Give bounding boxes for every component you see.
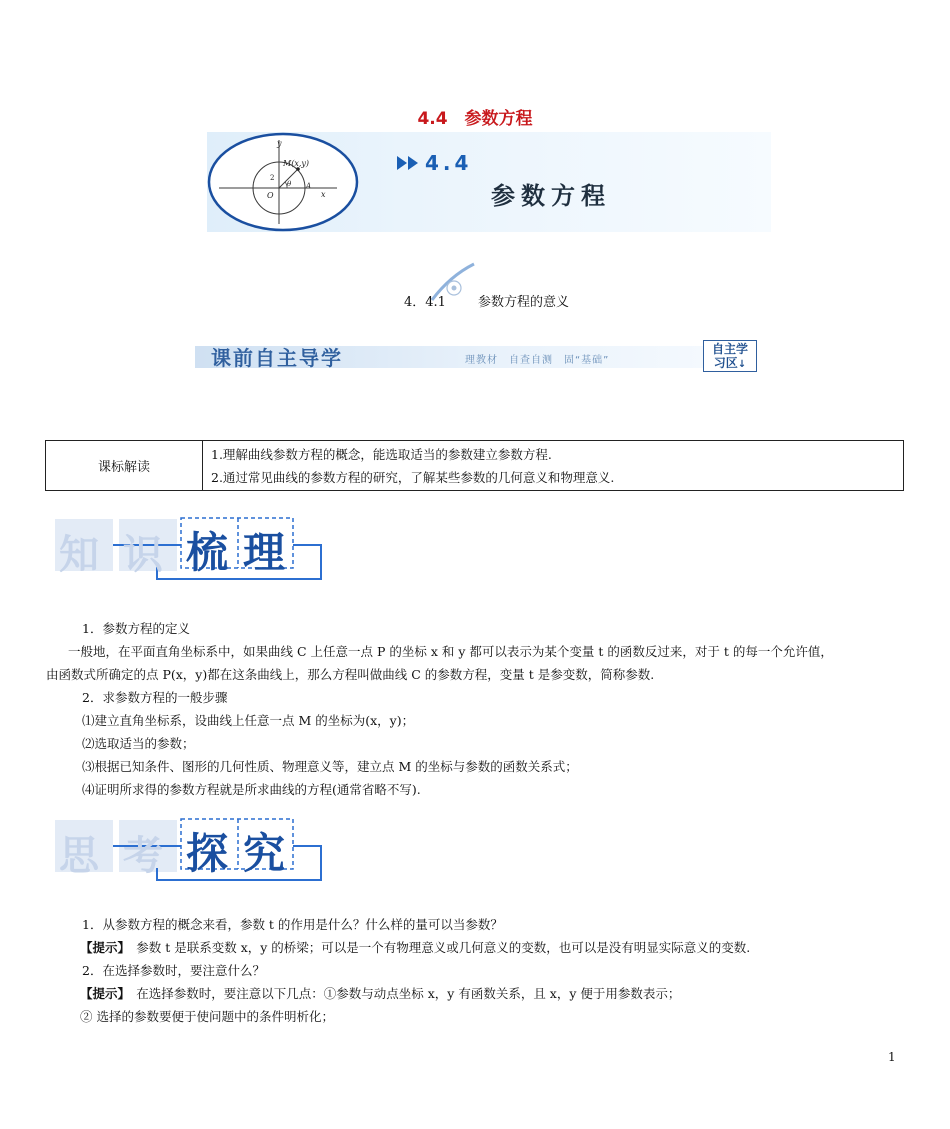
banner-heading: 参数方程 bbox=[491, 182, 611, 210]
arrow-down-icon: ↓ bbox=[737, 359, 747, 370]
head-char: 知 bbox=[59, 531, 99, 578]
hint-label: 【提示】 bbox=[80, 986, 124, 1001]
study-bar bbox=[195, 340, 760, 374]
head-char: 考 bbox=[123, 832, 163, 879]
step-item: ⑶根据已知条件、图形的几何性质、物理意义等，建立点 M 的坐标与参数的函数关系式； bbox=[82, 759, 578, 774]
step-item: ⑵选取适当的参数； bbox=[82, 736, 195, 751]
head-char: 梳 bbox=[186, 528, 229, 577]
chapter-banner bbox=[207, 132, 771, 232]
step-item: ⑷证明所求得的参数方程就是所求曲线的方程(通常省略不写). bbox=[82, 782, 421, 797]
standards-item: 2.通过常见曲线的参数方程的研究，了解某些参数的几何意义和物理意义. bbox=[211, 470, 615, 485]
standards-items bbox=[203, 441, 903, 490]
head-char: 理 bbox=[243, 528, 286, 577]
badge-line-2: 习区↓ bbox=[713, 356, 747, 370]
hint-label: 【提示】 bbox=[80, 940, 124, 955]
two-label: 2 bbox=[270, 174, 275, 182]
subsection-title: 参数方程的意义 bbox=[478, 295, 570, 310]
subsection-number: 4．4.1 bbox=[404, 295, 446, 310]
study-bar-motto: 理教材 自查自测 固“基础” bbox=[465, 355, 610, 366]
page-number: 1 bbox=[888, 1050, 896, 1064]
section-header-knowledge bbox=[53, 517, 328, 579]
head-char: 识 bbox=[123, 531, 163, 578]
answer-continued: ② 选择的参数要便于使问题中的条件明析化； bbox=[80, 1009, 334, 1024]
definition-line: 由函数式所确定的点 P(x，y)都在这条曲线上，那么方程叫做曲线 C 的参数方程，变量 t 是参变数，简称参数. bbox=[46, 667, 655, 682]
standards-table bbox=[45, 440, 904, 491]
study-badge bbox=[703, 340, 757, 372]
answer bbox=[60, 936, 910, 959]
section-header-thinking bbox=[53, 818, 328, 880]
step-item: ⑴建立直角坐标系，设曲线上任意一点 M 的坐标为(x，y)； bbox=[82, 713, 415, 728]
standards-item: 1.理解曲线参数方程的概念，能选取适当的参数建立参数方程. bbox=[211, 447, 552, 462]
axis-x-label: x bbox=[321, 190, 326, 199]
axis-y-label: y bbox=[277, 139, 282, 148]
head-char: 探 bbox=[186, 829, 229, 878]
point-label: M(x,y) bbox=[283, 159, 310, 168]
answer-text: 在选择参数时，要注意以下几点：①参数与动点坐标 x，y 有函数关系，且 x，y 便于用参数表示； bbox=[123, 986, 681, 1001]
angle-label: θ bbox=[287, 180, 292, 188]
banner-number: 4.4 bbox=[425, 151, 473, 175]
page-title: 4.4 参数方程 bbox=[417, 109, 533, 129]
answer bbox=[60, 982, 910, 1005]
study-bar-title: 课前自主导学 bbox=[211, 346, 343, 370]
chevron-icon bbox=[397, 156, 407, 170]
origin-label: O bbox=[267, 191, 274, 200]
answer-text: 参数 t 是联系变数 x，y 的桥梁；可以是一个有物理意义或几何意义的变数，也可以是没有明显实际意义的变数. bbox=[123, 940, 751, 955]
knowledge-content bbox=[46, 617, 910, 801]
head-char: 究 bbox=[243, 829, 286, 878]
banner-graphic bbox=[207, 132, 771, 232]
heading-definition: 1．参数方程的定义 bbox=[82, 621, 190, 636]
thinking-content bbox=[60, 913, 910, 1028]
question: 2．在选择参数时，要注意什么？ bbox=[82, 963, 265, 978]
badge-line-1: 自主学 bbox=[711, 342, 748, 356]
a-label: A bbox=[306, 182, 312, 190]
question: 1．从参数方程的概念来看，参数 t 的作用是什么？什么样的量可以当参数？ bbox=[82, 917, 503, 932]
heading-steps: 2．求参数方程的一般步骤 bbox=[82, 690, 228, 705]
standards-label: 课标解读 bbox=[46, 441, 203, 490]
definition-line: 一般地，在平面直角坐标系中，如果曲线 C 上任意一点 P 的坐标 x 和 y 都可以表示为某个变量 t 的函数反过来，对于 t 的每一个允许值， bbox=[68, 644, 833, 659]
head-char: 思 bbox=[59, 832, 99, 879]
